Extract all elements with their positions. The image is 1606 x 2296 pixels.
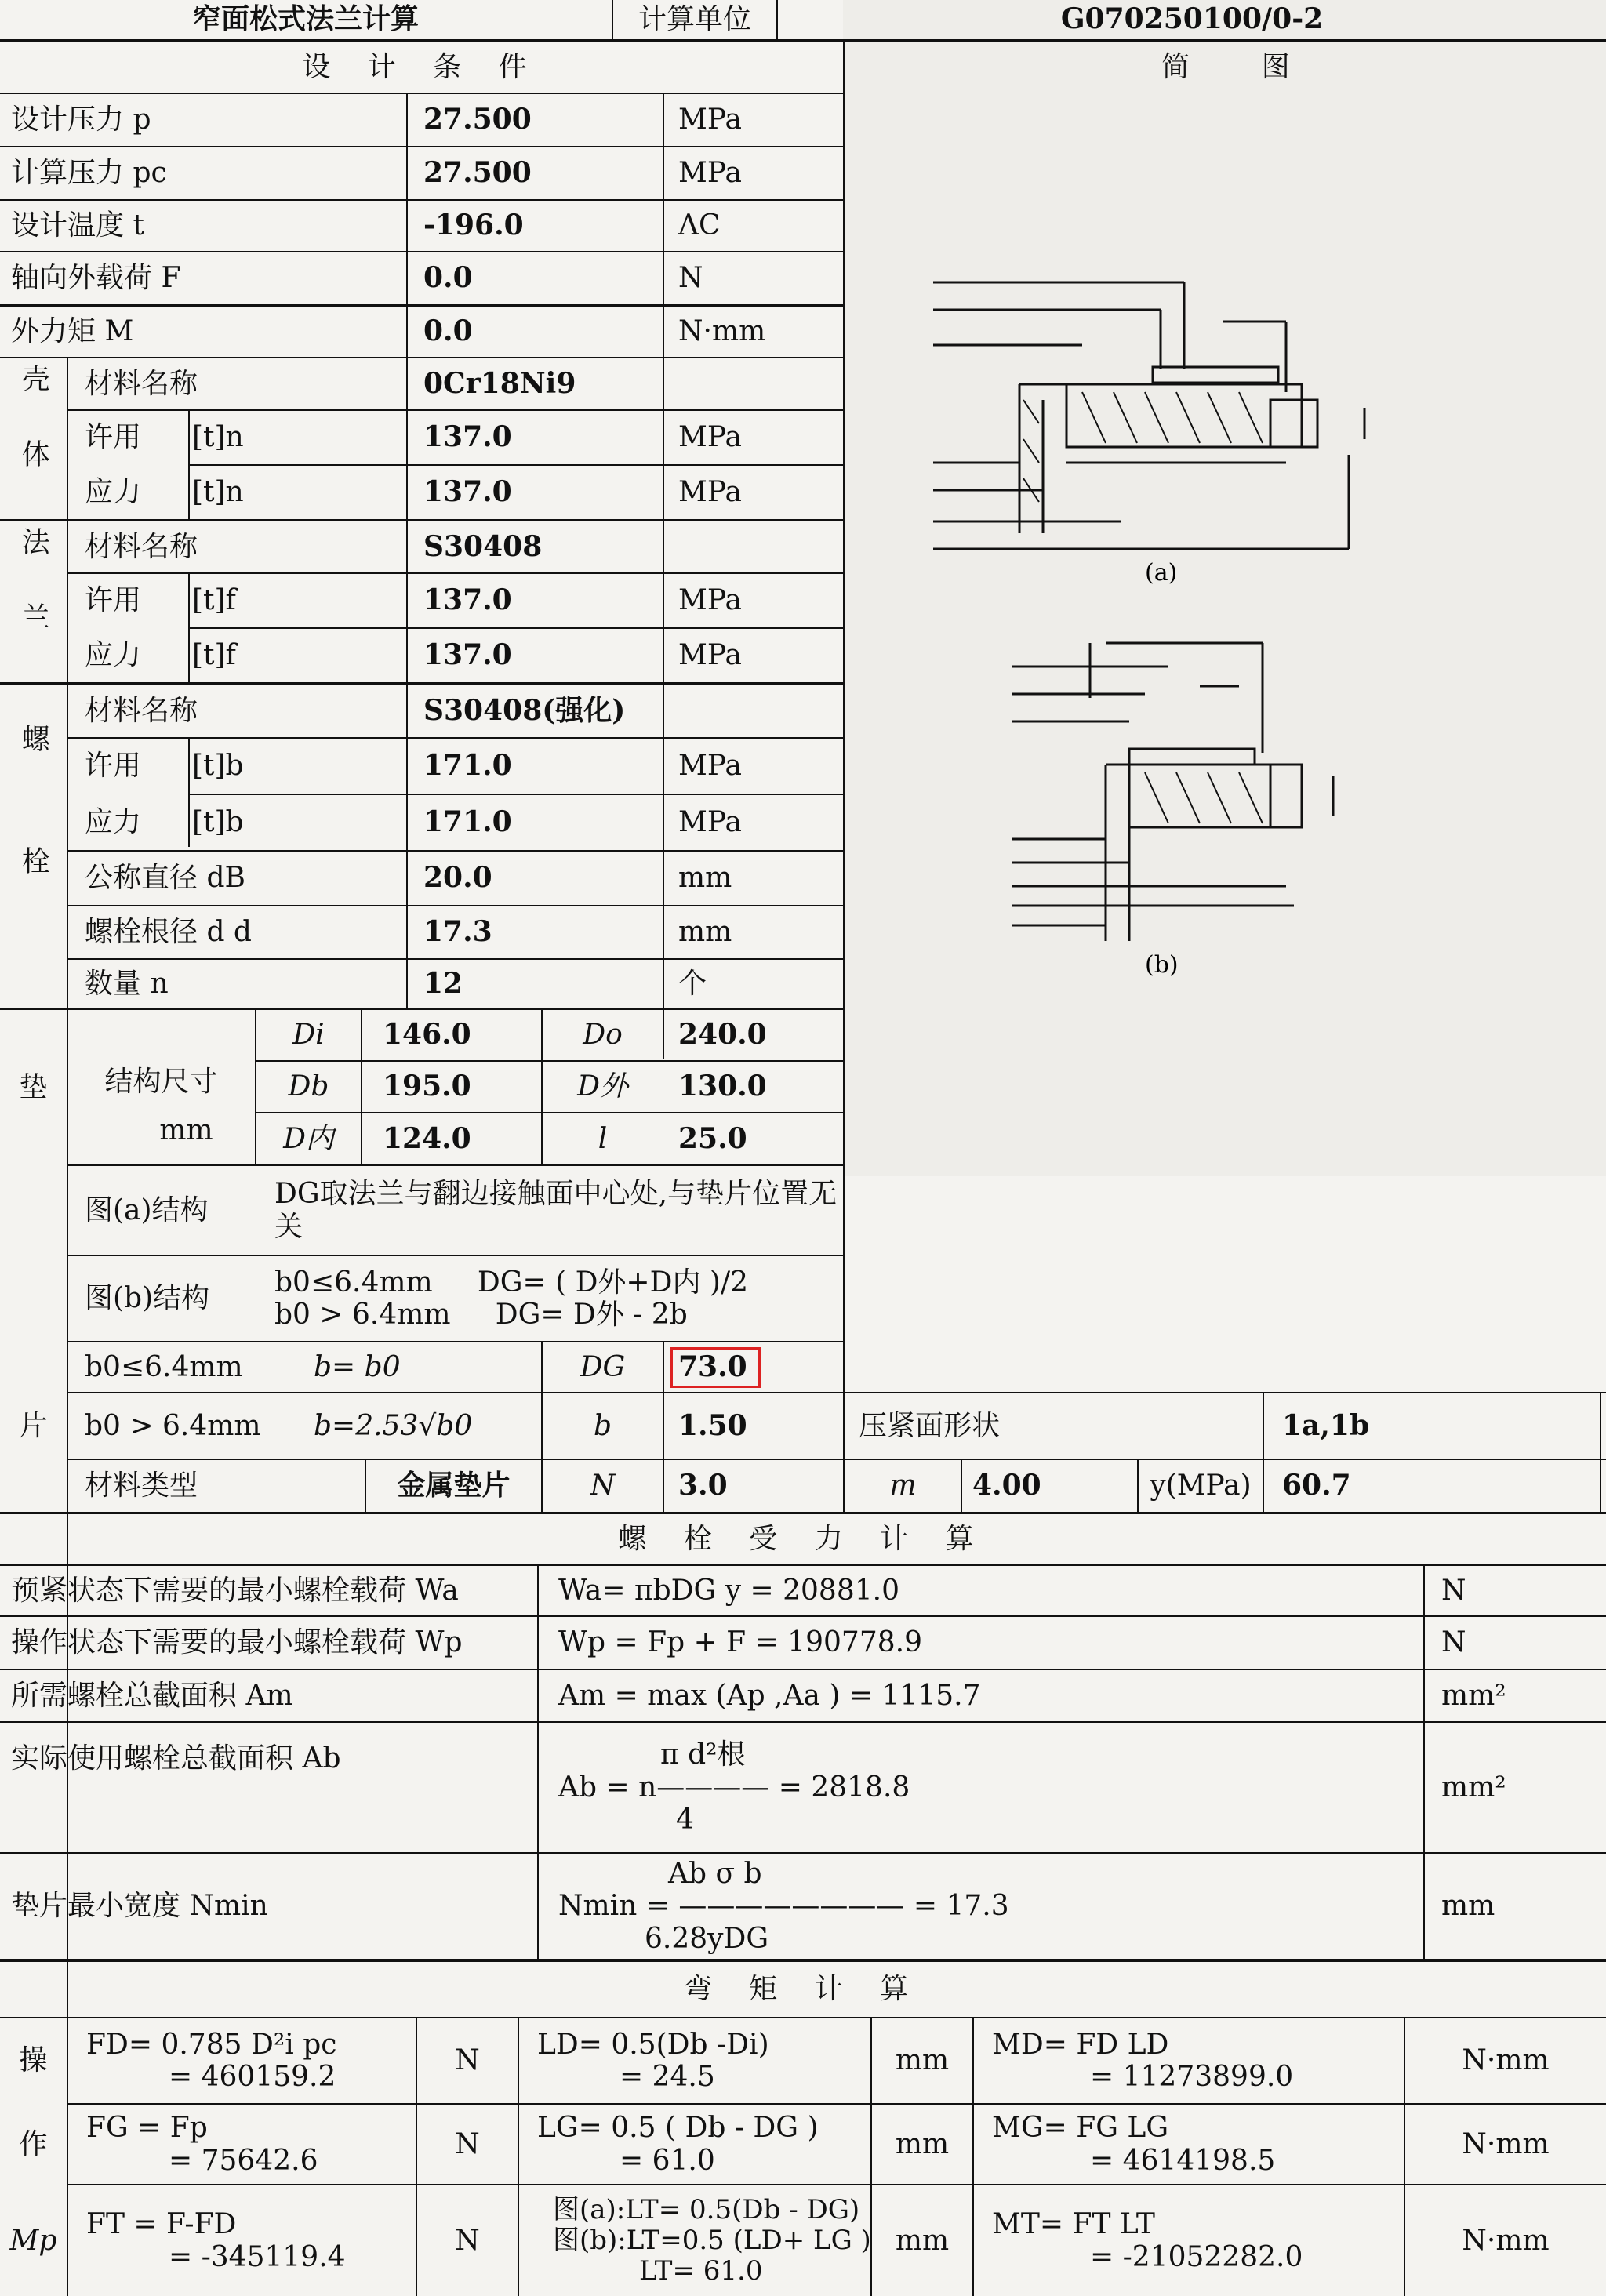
gasket-m-value: 4.00	[972, 1469, 1041, 1502]
material-type-label: 材料类型	[85, 1470, 198, 1502]
bolt-t2-symbol: [t]b	[192, 806, 244, 839]
bolt-material-value: S30408(强化)	[423, 693, 626, 727]
moment-side-3: Mp	[9, 2224, 57, 2257]
shell-t1-symbol: [t]n	[192, 421, 244, 454]
bolt-t1-value: 171.0	[423, 749, 512, 783]
ld-formula-line2: = 24.5	[620, 2061, 715, 2093]
shell-t2-symbol: [t]n	[192, 476, 244, 509]
ft-formula-line2: = -345119.4	[169, 2240, 346, 2273]
gasket-l-value: 25.0	[678, 1121, 747, 1155]
b0-cond-1: b0≤6.4mm	[85, 1350, 243, 1383]
ext-moment-unit: N·mm	[678, 314, 766, 347]
lg-formula-line2: = 61.0	[620, 2144, 715, 2177]
ext-moment-value: 0.0	[423, 314, 473, 347]
gasket-di-value: 146.0	[383, 1018, 471, 1052]
fig-b-label: 图(b)结构	[85, 1282, 210, 1315]
fd-formula-line1: FD= 0.785 D²i pc	[86, 2028, 337, 2061]
nmin-label: 垫片最小宽度 Nmin	[11, 1890, 268, 1923]
lt-unit: mm	[895, 2224, 950, 2257]
flange-t1-symbol: [t]f	[192, 584, 236, 617]
diagram-title: 简 图	[1161, 50, 1290, 83]
bolt-root-label: 螺栓根径 d d	[85, 916, 252, 949]
b0-cond-2: b0 > 6.4mm	[85, 1409, 261, 1442]
fg-formula-line1: FG = Fp	[86, 2112, 208, 2145]
lt-formula	[537, 2185, 871, 2296]
ft-formula	[86, 2185, 412, 2296]
design-temp-unit: ΛC	[678, 209, 721, 242]
bolt-t1-symbol: [t]b	[192, 750, 244, 783]
diagram-a-caption: (a)	[1145, 559, 1178, 587]
mg-formula-line1: MG= FG LG	[992, 2112, 1169, 2145]
flange-t1-value: 137.0	[423, 583, 512, 617]
gasket-din-symbol: D内	[283, 1122, 334, 1155]
wa-unit: N	[1441, 1574, 1466, 1607]
fig-a-label: 图(a)结构	[85, 1193, 209, 1226]
lt-formula-line1: 图(a):LT= 0.5(Db - DG)	[553, 2193, 860, 2225]
gasket-b-symbol: b	[593, 1409, 612, 1442]
bolt-qty-value: 12	[423, 966, 463, 1000]
b0-cond-2-eq: b=2.53√b0	[314, 1409, 473, 1442]
wa-formula: Wa= πbDG y = 20881.0	[558, 1574, 899, 1607]
bolt-t1-unit: MPa	[678, 750, 742, 783]
nmin-formula-bottom: 6.28yDG	[645, 1922, 769, 1955]
ft-unit: N	[455, 2224, 480, 2257]
design-pressure-value: 27.500	[423, 103, 532, 136]
bolt-t2-value: 171.0	[423, 805, 512, 839]
bolt-root-unit: mm	[678, 916, 732, 949]
flange-stress-label: 应力	[85, 639, 142, 672]
sheet-title: 窄面松式法兰计算	[192, 2, 419, 36]
gasket-db-symbol: Db	[288, 1070, 329, 1103]
shell-group-label	[0, 358, 67, 519]
lg-formula-line1: LG= 0.5 ( Db - DG )	[537, 2112, 819, 2145]
gasket-struct-label: 结构尺寸	[104, 1066, 218, 1099]
gasket-dout-symbol: D外	[577, 1070, 628, 1103]
shell-t1-unit: MPa	[678, 421, 742, 454]
gasket-y-symbol: y(MPa)	[1150, 1470, 1252, 1502]
gasket-do-symbol: Do	[583, 1019, 623, 1052]
fig-b-rules	[274, 1256, 839, 1341]
ab-formula-bottom: 4	[676, 1804, 694, 1836]
face-shape-value: 1a,1b	[1282, 1408, 1370, 1442]
design-conditions-title: 设 计 条 件	[302, 50, 541, 83]
flange-t2-value: 137.0	[423, 638, 512, 672]
fig-b-rule-1: b0≤6.4mm DG= ( D外+D内 )/2	[274, 1266, 748, 1299]
ab-label: 实际使用螺栓总截面积 Ab	[11, 1742, 341, 1775]
mg-formula-line2: = 4614198.5	[1090, 2144, 1276, 2177]
diagram-b-caption: (b)	[1145, 951, 1179, 979]
gasket-n-value: 3.0	[678, 1469, 728, 1502]
gasket-din-value: 124.0	[383, 1121, 471, 1155]
flange-diagram-b	[1004, 627, 1364, 988]
bolt-dia-value: 20.0	[423, 861, 492, 895]
flange-t2-symbol: [t]f	[192, 639, 236, 672]
gasket-m-symbol: m	[889, 1470, 917, 1502]
lt-formula-line2: 图(b):LT=0.5 (LD+ LG )	[553, 2224, 871, 2256]
mt-unit: N·mm	[1462, 2224, 1550, 2257]
gasket-y-value: 60.7	[1282, 1469, 1351, 1502]
fd-formula	[86, 2018, 412, 2103]
bolt-t2-unit: MPa	[678, 806, 742, 839]
ab-formula	[558, 1723, 1413, 1852]
bolt-root-value: 17.3	[423, 915, 492, 949]
fd-formula-line2: = 460159.2	[169, 2061, 336, 2093]
shell-stress-label: 应力	[85, 476, 142, 509]
ab-formula-mid: Ab = n———— = 2818.8	[558, 1771, 910, 1804]
flange-t1-unit: MPa	[678, 584, 742, 617]
gasket-dg-symbol: DG	[580, 1350, 626, 1383]
flange-diagram-a	[925, 267, 1427, 596]
gasket-b-value: 1.50	[678, 1408, 747, 1442]
lg-formula	[537, 2105, 867, 2184]
gasket-do-value: 240.0	[678, 1018, 767, 1052]
shell-t2-value: 137.0	[423, 475, 512, 509]
ext-moment-label: 外力矩 M	[11, 314, 134, 347]
design-temp-value: -196.0	[423, 209, 524, 242]
fd-unit: N	[455, 2044, 480, 2077]
ft-formula-line1: FT = F-FD	[86, 2208, 237, 2241]
axial-load-unit: N	[678, 262, 703, 295]
moment-calc-title: 弯 矩 计 算	[683, 1973, 923, 2006]
wp-label: 操作状态下需要的最小螺栓载荷 Wp	[11, 1626, 463, 1659]
mt-formula-line2: = -21052282.0	[1090, 2240, 1303, 2273]
bolt-qty-unit: 个	[678, 967, 707, 1000]
shell-allow-label: 许用	[85, 421, 142, 454]
fg-formula-line2: = 75642.6	[169, 2144, 318, 2177]
mt-formula	[992, 2185, 1400, 2296]
gasket-dout-value: 130.0	[678, 1070, 767, 1103]
calc-pressure-unit: MPa	[678, 157, 742, 190]
b0-cond-1-eq: b= b0	[314, 1350, 401, 1383]
face-shape-label: 压紧面形状	[859, 1409, 1001, 1442]
nmin-formula-mid: Nmin = ———————— = 17.3	[558, 1890, 1009, 1923]
am-formula: Am = max (Ap ,Aa ) = 1115.7	[558, 1679, 981, 1712]
am-label: 所需螺栓总截面积 Am	[11, 1679, 293, 1712]
md-formula	[992, 2018, 1400, 2103]
material-type-value: 金属垫片	[397, 1469, 511, 1502]
bolt-material-label: 材料名称	[85, 694, 198, 727]
shell-t1-value: 137.0	[423, 420, 512, 454]
ld-formula	[537, 2018, 867, 2103]
axial-load-label: 轴向外载荷 F	[11, 262, 181, 295]
calc-pressure-label: 计算压力 pc	[11, 157, 167, 190]
calc-pressure-value: 27.500	[423, 156, 532, 190]
ab-formula-top: π d²根	[660, 1738, 746, 1771]
fig-b-rule-2: b0 > 6.4mm DG= D外 - 2b	[274, 1299, 688, 1331]
nmin-unit: mm	[1441, 1890, 1495, 1923]
mg-formula	[992, 2105, 1400, 2184]
design-temp-label: 设计温度 t	[11, 209, 144, 242]
design-pressure-label: 设计压力 p	[11, 104, 151, 136]
bolt-calc-title: 螺 栓 受 力 计 算	[618, 1523, 988, 1556]
shell-group-text: 壳体	[17, 363, 50, 514]
wa-label: 预紧状态下需要的最小螺栓载荷 Wa	[11, 1574, 459, 1607]
gasket-n-symbol: N	[590, 1470, 616, 1502]
wp-unit: N	[1441, 1626, 1466, 1659]
mg-unit: N·mm	[1462, 2127, 1550, 2160]
design-pressure-unit: MPa	[678, 104, 742, 136]
flange-material-value: S30408	[423, 529, 543, 563]
moment-side-2: 作	[19, 2127, 48, 2160]
shell-material-value: 0Cr18Ni9	[423, 366, 576, 400]
fg-unit: N	[455, 2127, 480, 2160]
bolt-stress-label: 应力	[85, 806, 142, 839]
lg-unit: mm	[895, 2127, 950, 2160]
flange-group-text: 法兰	[17, 526, 50, 678]
gasket-di-symbol: Di	[292, 1019, 325, 1052]
bolt-group-label	[0, 685, 67, 1008]
unit-label: 计算单位	[638, 3, 751, 36]
unit-code: G070250100/0-2	[1060, 2, 1324, 36]
flange-t2-unit: MPa	[678, 639, 742, 672]
ld-formula-line1: LD= 0.5(Db -Di)	[537, 2028, 769, 2061]
gasket-db-value: 195.0	[383, 1070, 471, 1103]
bolt-allow-label: 许用	[85, 750, 142, 783]
flange-group-label	[0, 521, 67, 682]
shell-t2-unit: MPa	[678, 476, 742, 509]
md-formula-line1: MD= FD LD	[992, 2028, 1169, 2061]
shell-material-label: 材料名称	[85, 367, 198, 400]
fg-formula	[86, 2105, 412, 2184]
gasket-group-bottom: 片	[19, 1410, 48, 1443]
gasket-struct-unit: mm	[159, 1114, 213, 1147]
gasket-l-symbol: l	[598, 1122, 608, 1155]
nmin-formula	[558, 1854, 1413, 1959]
flange-material-label: 材料名称	[85, 530, 198, 563]
bolt-qty-label: 数量 n	[85, 967, 169, 1000]
am-unit: mm²	[1441, 1679, 1506, 1712]
fig-a-text: DG取法兰与翻边接触面中心处,与垫片位置无关	[274, 1178, 838, 1243]
md-formula-line2: = 11273899.0	[1090, 2061, 1294, 2093]
wp-formula: Wp = Fp + F = 190778.9	[558, 1626, 922, 1659]
md-unit: N·mm	[1462, 2044, 1550, 2077]
nmin-formula-top: Ab σ b	[668, 1857, 762, 1890]
bolt-dia-unit: mm	[678, 862, 732, 895]
ld-unit: mm	[895, 2044, 950, 2077]
gasket-group-top: 垫	[19, 1070, 48, 1103]
bolt-dia-label: 公称直径 dB	[85, 862, 245, 895]
lt-formula-line3: LT= 61.0	[639, 2255, 763, 2287]
gasket-dg-value: 73.0	[678, 1350, 747, 1383]
ab-unit: mm²	[1441, 1771, 1506, 1804]
flange-allow-label: 许用	[85, 584, 142, 617]
axial-load-value: 0.0	[423, 261, 473, 295]
moment-side-1: 操	[19, 2044, 48, 2077]
bolt-group-text: 螺栓	[17, 724, 50, 968]
mt-formula-line1: MT= FT LT	[992, 2208, 1155, 2241]
